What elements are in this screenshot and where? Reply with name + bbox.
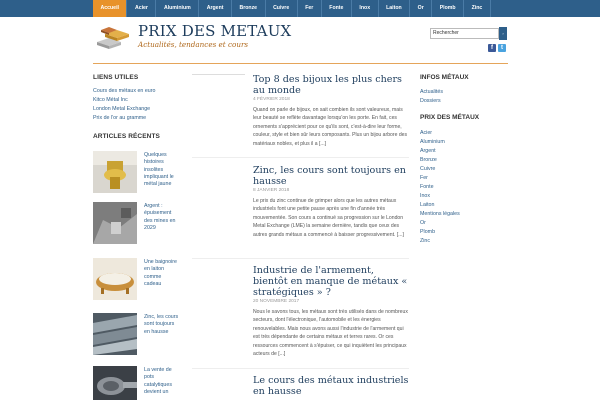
post-date: 4 FÉVRIER 2018 bbox=[253, 97, 290, 102]
post-title[interactable]: Industrie de l'armement, bientôt en manque de métaux « stratégiques » ? bbox=[253, 265, 408, 298]
post-divider bbox=[192, 368, 409, 369]
post-divider bbox=[192, 258, 409, 259]
info-link[interactable]: Actualités bbox=[420, 89, 443, 95]
useful-link[interactable]: London Metal Exchange bbox=[93, 106, 151, 112]
post-thumbnail-placeholder bbox=[192, 74, 245, 75]
nav-item-fonte[interactable]: Fonte bbox=[322, 0, 352, 17]
zinc-sheets-thumbnail[interactable] bbox=[93, 313, 137, 355]
site-tagline: Actualités, tendances et cours bbox=[138, 40, 249, 49]
useful-link[interactable]: Cours des métaux en euro bbox=[93, 88, 156, 94]
post-date: 20 NOVEMBRE 2017 bbox=[253, 299, 300, 304]
metal-link[interactable]: Cuivre bbox=[420, 166, 436, 172]
twitter-icon[interactable]: t bbox=[498, 44, 506, 52]
metal-link[interactable]: Or bbox=[420, 220, 426, 226]
metal-prices-heading: PRIX DES MÉTAUX bbox=[420, 114, 480, 121]
post-title[interactable]: Le cours des métaux industriels en hausse bbox=[253, 375, 409, 397]
useful-link[interactable]: Prix de l'or au gramme bbox=[93, 115, 147, 121]
post-article bbox=[253, 165, 409, 239]
header-divider bbox=[93, 63, 508, 64]
catalytic-converter-thumbnail[interactable] bbox=[93, 366, 137, 400]
nav-item-cuivre[interactable]: Cuivre bbox=[266, 0, 298, 17]
top-nav-list bbox=[93, 0, 491, 17]
info-metals-heading: INFOS MÉTAUX bbox=[420, 74, 469, 81]
metal-link[interactable]: Inox bbox=[420, 193, 431, 199]
nav-item-fer[interactable]: Fer bbox=[298, 0, 322, 17]
recent-article-link[interactable]: Une baignoire en laiton comme cadeau bbox=[144, 259, 177, 287]
metal-ingots-logo-icon[interactable] bbox=[95, 24, 133, 50]
nav-item-bronze[interactable]: Bronze bbox=[232, 0, 266, 17]
recent-article-link[interactable]: La vente de pots catalytiques devient un bbox=[144, 367, 172, 395]
metal-link[interactable]: Fonte bbox=[420, 184, 434, 190]
post-divider bbox=[192, 157, 409, 158]
metal-link[interactable]: Zinc bbox=[420, 238, 431, 244]
post-date: 8 JANVIER 2018 bbox=[253, 188, 290, 193]
nav-item-plomb[interactable]: Plomb bbox=[432, 0, 464, 17]
useful-links-heading: LIENS UTILES bbox=[93, 74, 139, 81]
nav-item-zinc[interactable]: Zinc bbox=[464, 0, 491, 17]
metal-link[interactable]: Aluminium bbox=[420, 139, 445, 145]
recent-article-link[interactable]: Argent : épuisement des mines en 2029 bbox=[144, 203, 176, 231]
metal-link[interactable]: Acier bbox=[420, 130, 433, 136]
post-excerpt: Le prix du zinc continue de grimper alors que les autres métaux industriels font une petite pause après une fin d'année très mouvementée. Son cours a continué sa progression sur le London Metal Exchange (LME) la semaine dernière, tandis que ceux des autres grands métaux a commencé à baisser progressivement. [...] bbox=[253, 198, 404, 238]
post-article bbox=[253, 265, 409, 358]
nav-item-or[interactable]: Or bbox=[410, 0, 432, 17]
metal-link[interactable]: Argent bbox=[420, 148, 436, 154]
site-title[interactable]: PRIX DES METAUX bbox=[138, 22, 292, 40]
post-excerpt: Nous le savons tous, les métaux sont très utilisés dans de nombreux secteurs, dont l'électronique, l'automobile et les énergies renouvelables. Mais nous avons aussi l'industrie de l'armement qui est très dépendante de certains métaux et terres rares. Or ces ressources commencent à s'épuiser, ce qui inquiètent les principaux acteurs de [...] bbox=[253, 309, 408, 358]
nav-item-acier[interactable]: Acier bbox=[127, 0, 156, 17]
metal-link[interactable]: Plomb bbox=[420, 229, 436, 235]
post-article bbox=[253, 74, 409, 148]
nav-item-inox[interactable]: Inox bbox=[352, 0, 379, 17]
search-button[interactable]: › bbox=[499, 27, 507, 40]
facebook-icon[interactable]: f bbox=[488, 44, 496, 52]
legal-notice-link[interactable]: Mentions légales bbox=[420, 211, 460, 217]
post-excerpt: Quand on parle de bijoux, on sait combien ils sont valeureux, mais leur beauté se reflète davantage lorsqu'on les porte. En fait, ces ornements s'apprécient pour ce qu'ils sont, c'est-à-dire leur forme, couleur, style et bien sûr leurs composants. Plus un bijou arbore des matériaux nobles, et plus il a [...] bbox=[253, 107, 408, 147]
useful-link[interactable]: Kitco Métal Inc bbox=[93, 97, 128, 103]
top-nav bbox=[0, 0, 600, 17]
nav-item-aluminium[interactable]: Aluminium bbox=[156, 0, 199, 17]
nav-item-laiton[interactable]: Laiton bbox=[379, 0, 411, 17]
brass-bathtub-thumbnail[interactable] bbox=[93, 258, 137, 300]
post-article bbox=[253, 375, 409, 397]
metal-link[interactable]: Bronze bbox=[420, 157, 437, 163]
metal-link[interactable]: Fer bbox=[420, 175, 428, 181]
nav-item-accueil[interactable]: Accueil bbox=[93, 0, 127, 17]
metal-link[interactable]: Laiton bbox=[420, 202, 435, 208]
gold-toilet-thumbnail[interactable] bbox=[93, 151, 137, 193]
recent-article-link[interactable]: Zinc, les cours sont toujours en hausse bbox=[144, 314, 179, 335]
silver-mine-thumbnail[interactable] bbox=[93, 202, 137, 244]
recent-article-link[interactable]: Quelques histoires insolites impliquant le métal jaune bbox=[144, 152, 174, 188]
nav-item-argent[interactable]: Argent bbox=[199, 0, 232, 17]
recent-articles-heading: ARTICLES RÉCENTS bbox=[93, 133, 160, 140]
post-title[interactable]: Zinc, les cours sont toujours en hausse bbox=[253, 165, 406, 187]
info-link[interactable]: Dossiers bbox=[420, 98, 441, 104]
search-input[interactable]: Rechercher bbox=[430, 28, 499, 39]
post-title[interactable]: Top 8 des bijoux les plus chers au monde bbox=[253, 74, 402, 96]
